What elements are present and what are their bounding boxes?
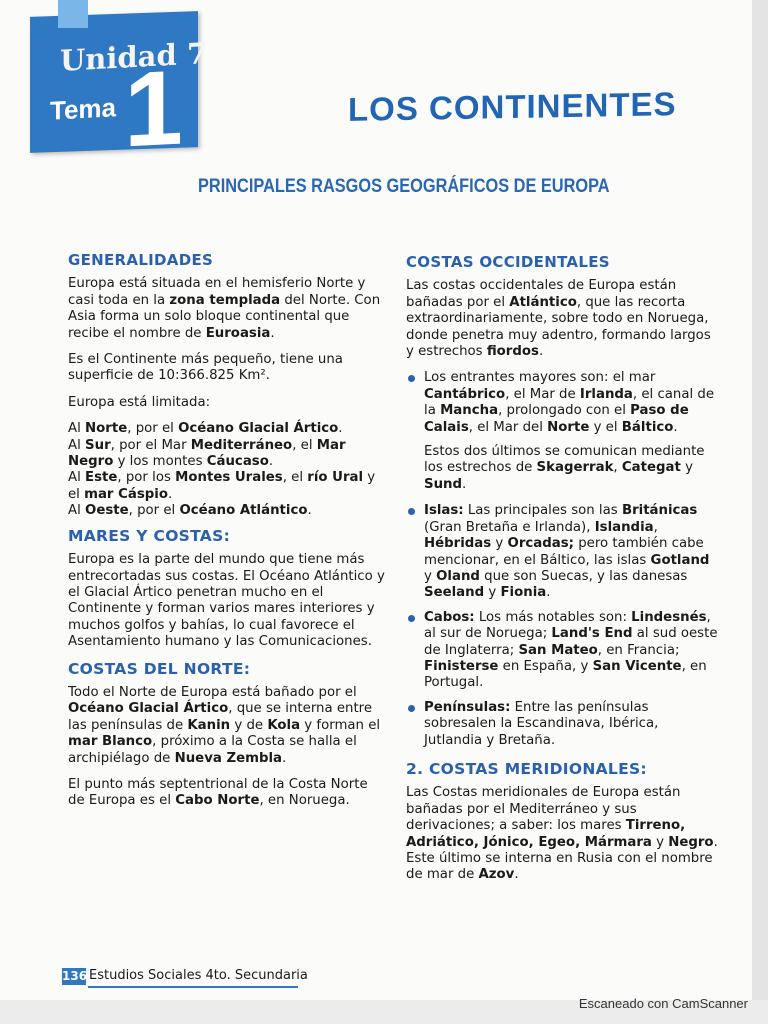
emphasis-text: Penínsulas: <box>424 699 511 715</box>
bullet-item <box>406 503 720 601</box>
emphasis-text: Cabo Norte <box>175 793 260 809</box>
emphasis-text: Océano Glacial Ártico <box>68 701 229 717</box>
bullet-icon <box>408 705 415 712</box>
paragraph: Todo el Norte de Europa está bañado por el Océano Glacial Ártico, que se interna entre las penínsulas de Kanin y de Kola y forman el mar Blanco, próximo a la Costa se halla el archipiélago de Nueva Zembla. <box>68 684 381 766</box>
page-subtitle: PRINCIPALES RASGOS GEOGRÁFICOS DE EUROPA <box>198 176 610 197</box>
emphasis-text: Islas: <box>424 503 464 519</box>
emphasis-text: Categat <box>621 460 681 476</box>
badge-accent <box>58 0 88 28</box>
emphasis-text: Mancha <box>440 403 499 419</box>
heading-costas-norte: COSTAS DEL NORTE: <box>68 659 251 678</box>
emphasis-text: Kola <box>267 717 301 733</box>
footer-text: Estudios Sociales 4to. Secundaria <box>89 968 308 983</box>
emphasis-text: Fionia <box>500 585 547 601</box>
emphasis-text: Islandia <box>594 519 654 535</box>
unit-label: Unidad 7 <box>60 36 208 78</box>
emphasis-text: Océano Atlántico <box>179 503 308 519</box>
emphasis-text: Mediterráneo <box>190 437 293 453</box>
emphasis-text: Norte <box>547 419 590 435</box>
emphasis-text: Euroasia <box>205 325 271 341</box>
heading-costas-meridionales: 2. COSTAS MERIDIONALES: <box>406 759 647 778</box>
limit-line: Al Norte, por el Océano Glacial Ártico. <box>68 421 343 437</box>
emphasis-text: Gotland <box>650 552 710 568</box>
right-column <box>406 254 720 894</box>
bullet-icon <box>408 375 415 382</box>
page-number: 136 <box>62 969 88 983</box>
emphasis-text: Británicas <box>621 503 698 519</box>
emphasis-text: Cabos: <box>424 609 475 625</box>
emphasis-text: Sund <box>424 476 463 492</box>
bullet-item <box>406 370 720 436</box>
emphasis-text: San Vicente <box>592 658 682 674</box>
bullet-icon <box>408 615 415 622</box>
emphasis-text: Seeland <box>424 585 485 601</box>
page-edge <box>752 0 768 1000</box>
emphasis-text: Land's End <box>551 626 633 642</box>
emphasis-text: Irlanda <box>579 386 633 402</box>
emphasis-text: Orcadas; <box>507 536 574 552</box>
emphasis-text: Kanin <box>187 717 231 733</box>
emphasis-text: fiordos <box>486 344 539 360</box>
emphasis-text: Azov <box>478 867 515 883</box>
limit-line: Al Sur, por el Mar Mediterráneo, el Mar Negro y los montes Cáucaso. <box>68 437 346 470</box>
emphasis-text: mar Blanco <box>68 734 153 750</box>
paragraph: Las costas occidentales de Europa están bañadas por el Atlántico, que las recorta extraordinariamente, sobre todo en Noruega, donde penetra muy adentro, formando largos y estrechos fiordos. <box>406 278 711 360</box>
emphasis-text: río Ural <box>307 470 364 486</box>
tema-label: Tema <box>50 92 116 126</box>
emphasis-text: San Mateo <box>518 642 598 658</box>
bullet-item <box>406 700 720 749</box>
emphasis-text: Mar Negro <box>68 437 346 470</box>
paragraph: Estos dos últimos se comunican mediante los estrechos de Skagerrak, Categat y Sund. <box>424 444 705 492</box>
emphasis-text: zona templada <box>169 292 281 308</box>
scanner-watermark: Escaneado con CamScanner <box>578 996 748 1011</box>
paragraph: Europa es la parte del mundo que tiene más entrecortadas sus costas. El Océano Atlántico y el Glacial Ártico penetran mucho en el Continente y forman varios mares interiores y muchos golfos y bahías, lo cual favorece el Asentamiento humano y las Comunicaciones. <box>68 552 385 650</box>
emphasis-text: Cantábrico <box>424 386 506 402</box>
left-column <box>68 252 386 820</box>
paragraph: Europa está limitada: <box>68 394 211 410</box>
tema-number: 1 <box>124 48 183 170</box>
bullet-text: Penínsulas: Entre las penínsulas sobresalen la Escandinava, Ibérica, Jutlandia y Bretaña. <box>424 699 659 748</box>
bullet-icon <box>408 508 415 515</box>
limit-line: Al Este, por los Montes Urales, el río Ural y el mar Cáspio. <box>68 470 376 502</box>
emphasis-text: Nueva Zembla <box>174 750 283 766</box>
footer-rule <box>88 986 298 988</box>
emphasis-text: Paso de Calais <box>424 403 689 435</box>
page-footer <box>62 966 308 988</box>
bullet-text: Islas: Las principales son las Británicas (Gran Bretaña e Irlanda), Islandia, Hébridas y Orcadas; pero también cabe mencionar, en el Báltico, las islas Gotland y Oland que son Suecas, y las danesas Seeland y Fionia. <box>424 503 710 601</box>
bullet-item <box>406 610 720 692</box>
paragraph: El punto más septentrional de la Costa Norte de Europa es el Cabo Norte, en Noruega. <box>68 776 368 809</box>
limit-line: Al Oeste, por el Océano Atlántico. <box>68 503 312 519</box>
emphasis-text: Skagerrak <box>536 460 614 476</box>
heading-generalidades: GENERALIDADES <box>68 251 214 269</box>
emphasis-text: Montes Urales <box>175 470 283 486</box>
paragraph: Las Costas meridionales de Europa están bañadas por el Mediterráneo y sus derivaciones; a saber: los mares Tirreno, Adriático, Jónico, Egeo, Mármara y Negro. Este último se interna en Rusia con el nombre de mar de Azov. <box>406 785 718 883</box>
emphasis-text: Finisterse <box>424 658 499 674</box>
emphasis-text: Norte <box>85 421 128 437</box>
emphasis-text: Sur <box>85 437 111 453</box>
emphasis-text: Oland <box>436 568 480 584</box>
emphasis-text: Cáucaso <box>206 454 269 470</box>
emphasis-text: Tirreno, Adriático, Jónico, Egeo, Mármara <box>406 818 686 850</box>
emphasis-text: Océano Glacial Ártico <box>178 421 339 437</box>
emphasis-text: Hébridas <box>424 536 492 552</box>
heading-mares-costas: MARES Y COSTAS: <box>68 526 231 545</box>
heading-costas-occidentales: COSTAS OCCIDENTALES <box>406 253 610 271</box>
bullet-text: Los entrantes mayores son: el mar Cantábrico, el Mar de Irlanda, el canal de la Mancha, prolongado con el Paso de Calais, el Mar del Norte y el Báltico. <box>424 370 715 435</box>
emphasis-text: Lindesnés <box>631 609 707 625</box>
bullet-text: Cabos: Los más notables son: Lindesnés, al sur de Noruega; Land's End al sud oeste de Inglaterra; San Mateo, en Francia; Finisterse en España, y San Vicente, en Portugal. <box>424 609 718 691</box>
emphasis-text: Báltico <box>621 419 674 435</box>
emphasis-text: Este <box>85 470 118 486</box>
emphasis-text: Oeste <box>85 503 129 519</box>
page-title: LOS CONTINENTES <box>348 85 677 128</box>
paragraph: Es el Continente más pequeño, tiene una superficie de 10:366.825 Km². <box>68 352 343 384</box>
emphasis-text: Negro <box>668 834 714 850</box>
limits-list <box>68 421 386 519</box>
emphasis-text: Atlántico <box>509 294 577 310</box>
emphasis-text: mar Cáspio <box>84 486 168 502</box>
paragraph: Europa está situada en el hemisferio Norte y casi toda en la zona templada del Norte. Con Asia forma un solo bloque continental que recibe el nombre de Euroasia. <box>68 276 381 341</box>
